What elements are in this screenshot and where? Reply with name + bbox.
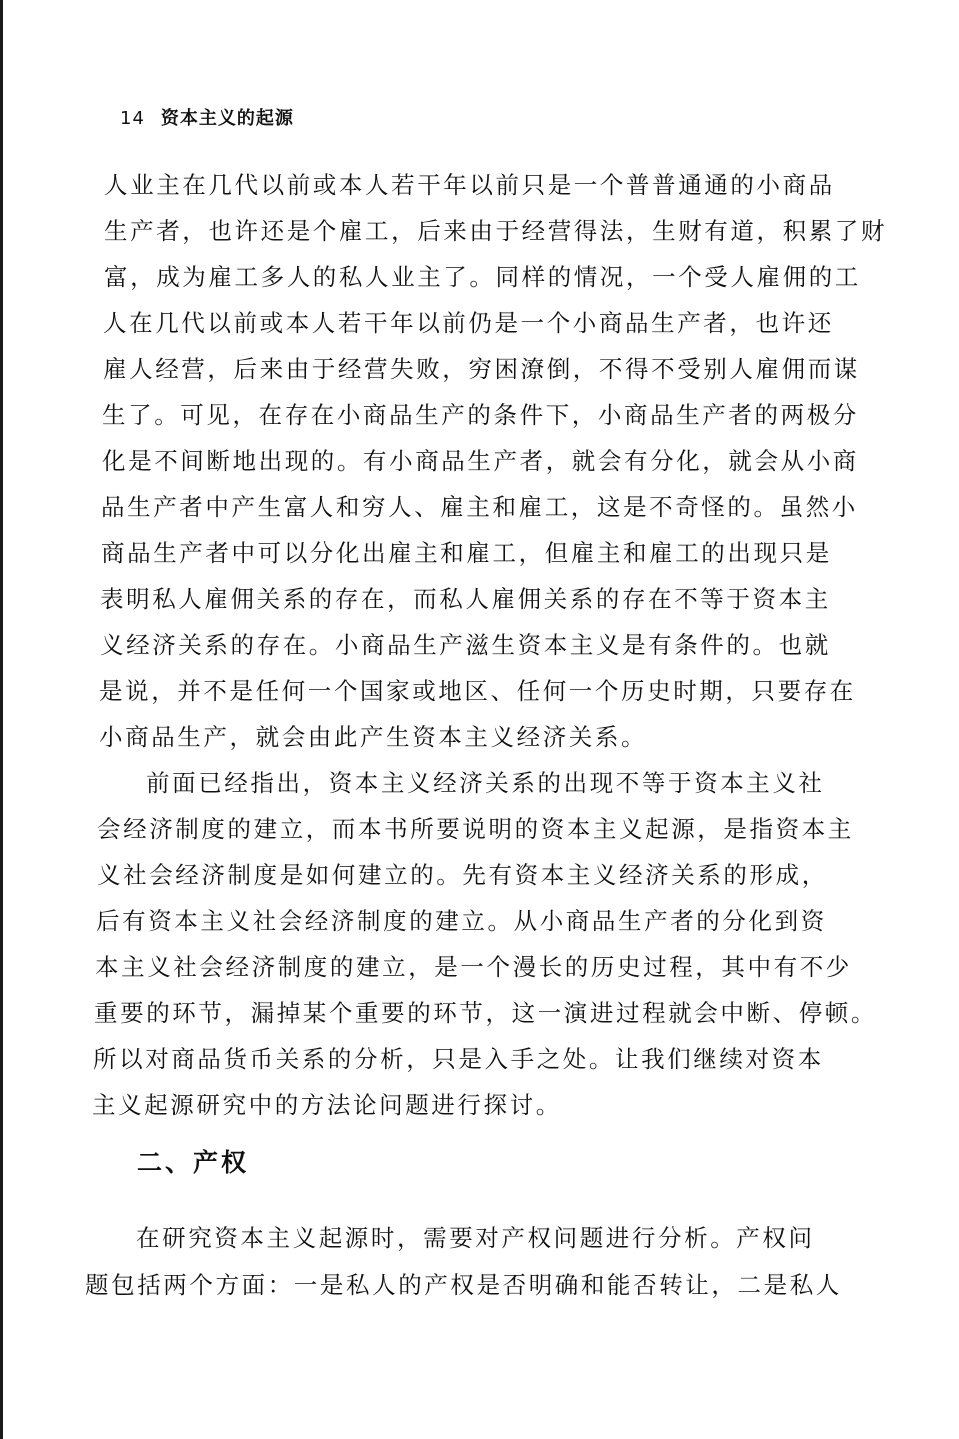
paragraph-1-line-11: 义经济关系的存在。小商品生产滋生资本主义是有条件的。也就 [100, 631, 831, 659]
paragraph-2-line-8: 主义起源研究中的方法论问题进行探讨。 [92, 1091, 562, 1119]
paragraph-1-line-13: 小商品生产，就会由此产生资本主义经济关系。 [99, 723, 648, 751]
page-edge-shadow [0, 0, 3, 1439]
paragraph-1-line-7: 化是不间断地出现的。有小商品生产者，就会有分化，就会从小商 [102, 447, 859, 475]
paragraph-1-line-6: 生了。可见，在存在小商品生产的条件下，小商品生产者的两极分 [102, 401, 859, 429]
paragraph-1-line-12: 是说，并不是任何一个国家或地区、任何一个历史时期，只要存在 [99, 677, 856, 705]
paragraph-1-line-4: 人在几代以前或本人若干年以前仍是一个小商品生产者，也许还 [103, 309, 834, 337]
paragraph-2-line-5: 本主义社会经济制度的建立，是一个漫长的历史过程，其中有不少 [95, 953, 852, 981]
paragraph-1-line-1: 人业主在几代以前或本人若干年以前只是一个普普通通的小商品 [104, 171, 835, 199]
book-title: 资本主义的起源 [160, 108, 294, 129]
page-number: 14 [120, 108, 145, 129]
paragraph-1-line-9: 商品生产者中可以分化出雇主和雇工，但雇主和雇工的出现只是 [101, 539, 832, 567]
section-heading: 二、产权 [137, 1148, 250, 1177]
paragraph-2-line-6: 重要的环节，漏掉某个重要的环节，这一演进过程就会中断、停顿。 [94, 999, 877, 1027]
paragraph-1-line-8: 品生产者中产生富人和穷人、雇主和雇工，这是不奇怪的。虽然小 [101, 493, 858, 521]
paragraph-1-line-10: 表明私人雇佣关系的存在，而私人雇佣关系的存在不等于资本主 [100, 585, 831, 613]
paragraph-2-line-2: 会经济制度的建立，而本书所要说明的资本主义起源，是指资本主 [97, 815, 854, 843]
paragraph-2-line-1: 前面已经指出，资本主义经济关系的出现不等于资本主义社 [146, 769, 825, 797]
section-paragraph-line-1: 在研究资本主义起源时，需要对产权问题进行分析。产权问 [136, 1224, 815, 1252]
running-head [120, 104, 294, 130]
paragraph-2-line-3: 义社会经济制度是如何建立的。先有资本主义经济关系的形成， [97, 861, 828, 889]
paragraph-1-line-3: 富，成为雇工多人的私人业主了。同样的情况，一个受人雇佣的工 [104, 263, 861, 291]
paragraph-1-line-5: 雇人经营，后来由于经营失败，穷困潦倒，不得不受别人雇佣而谋 [103, 355, 860, 383]
paragraph-2-line-4: 后有资本主义社会经济制度的建立。从小商品生产者的分化到资 [96, 907, 827, 935]
paragraph-1-line-2: 生产者，也许还是个雇工，后来由于经营得法，生财有道，积累了财 [104, 217, 887, 245]
paragraph-2-line-7: 所以对商品货币关系的分析，只是入手之处。让我们继续对资本 [93, 1045, 824, 1073]
section-paragraph-line-2: 题包括两个方面：一是私人的产权是否明确和能否转让，二是私人 [85, 1271, 842, 1299]
